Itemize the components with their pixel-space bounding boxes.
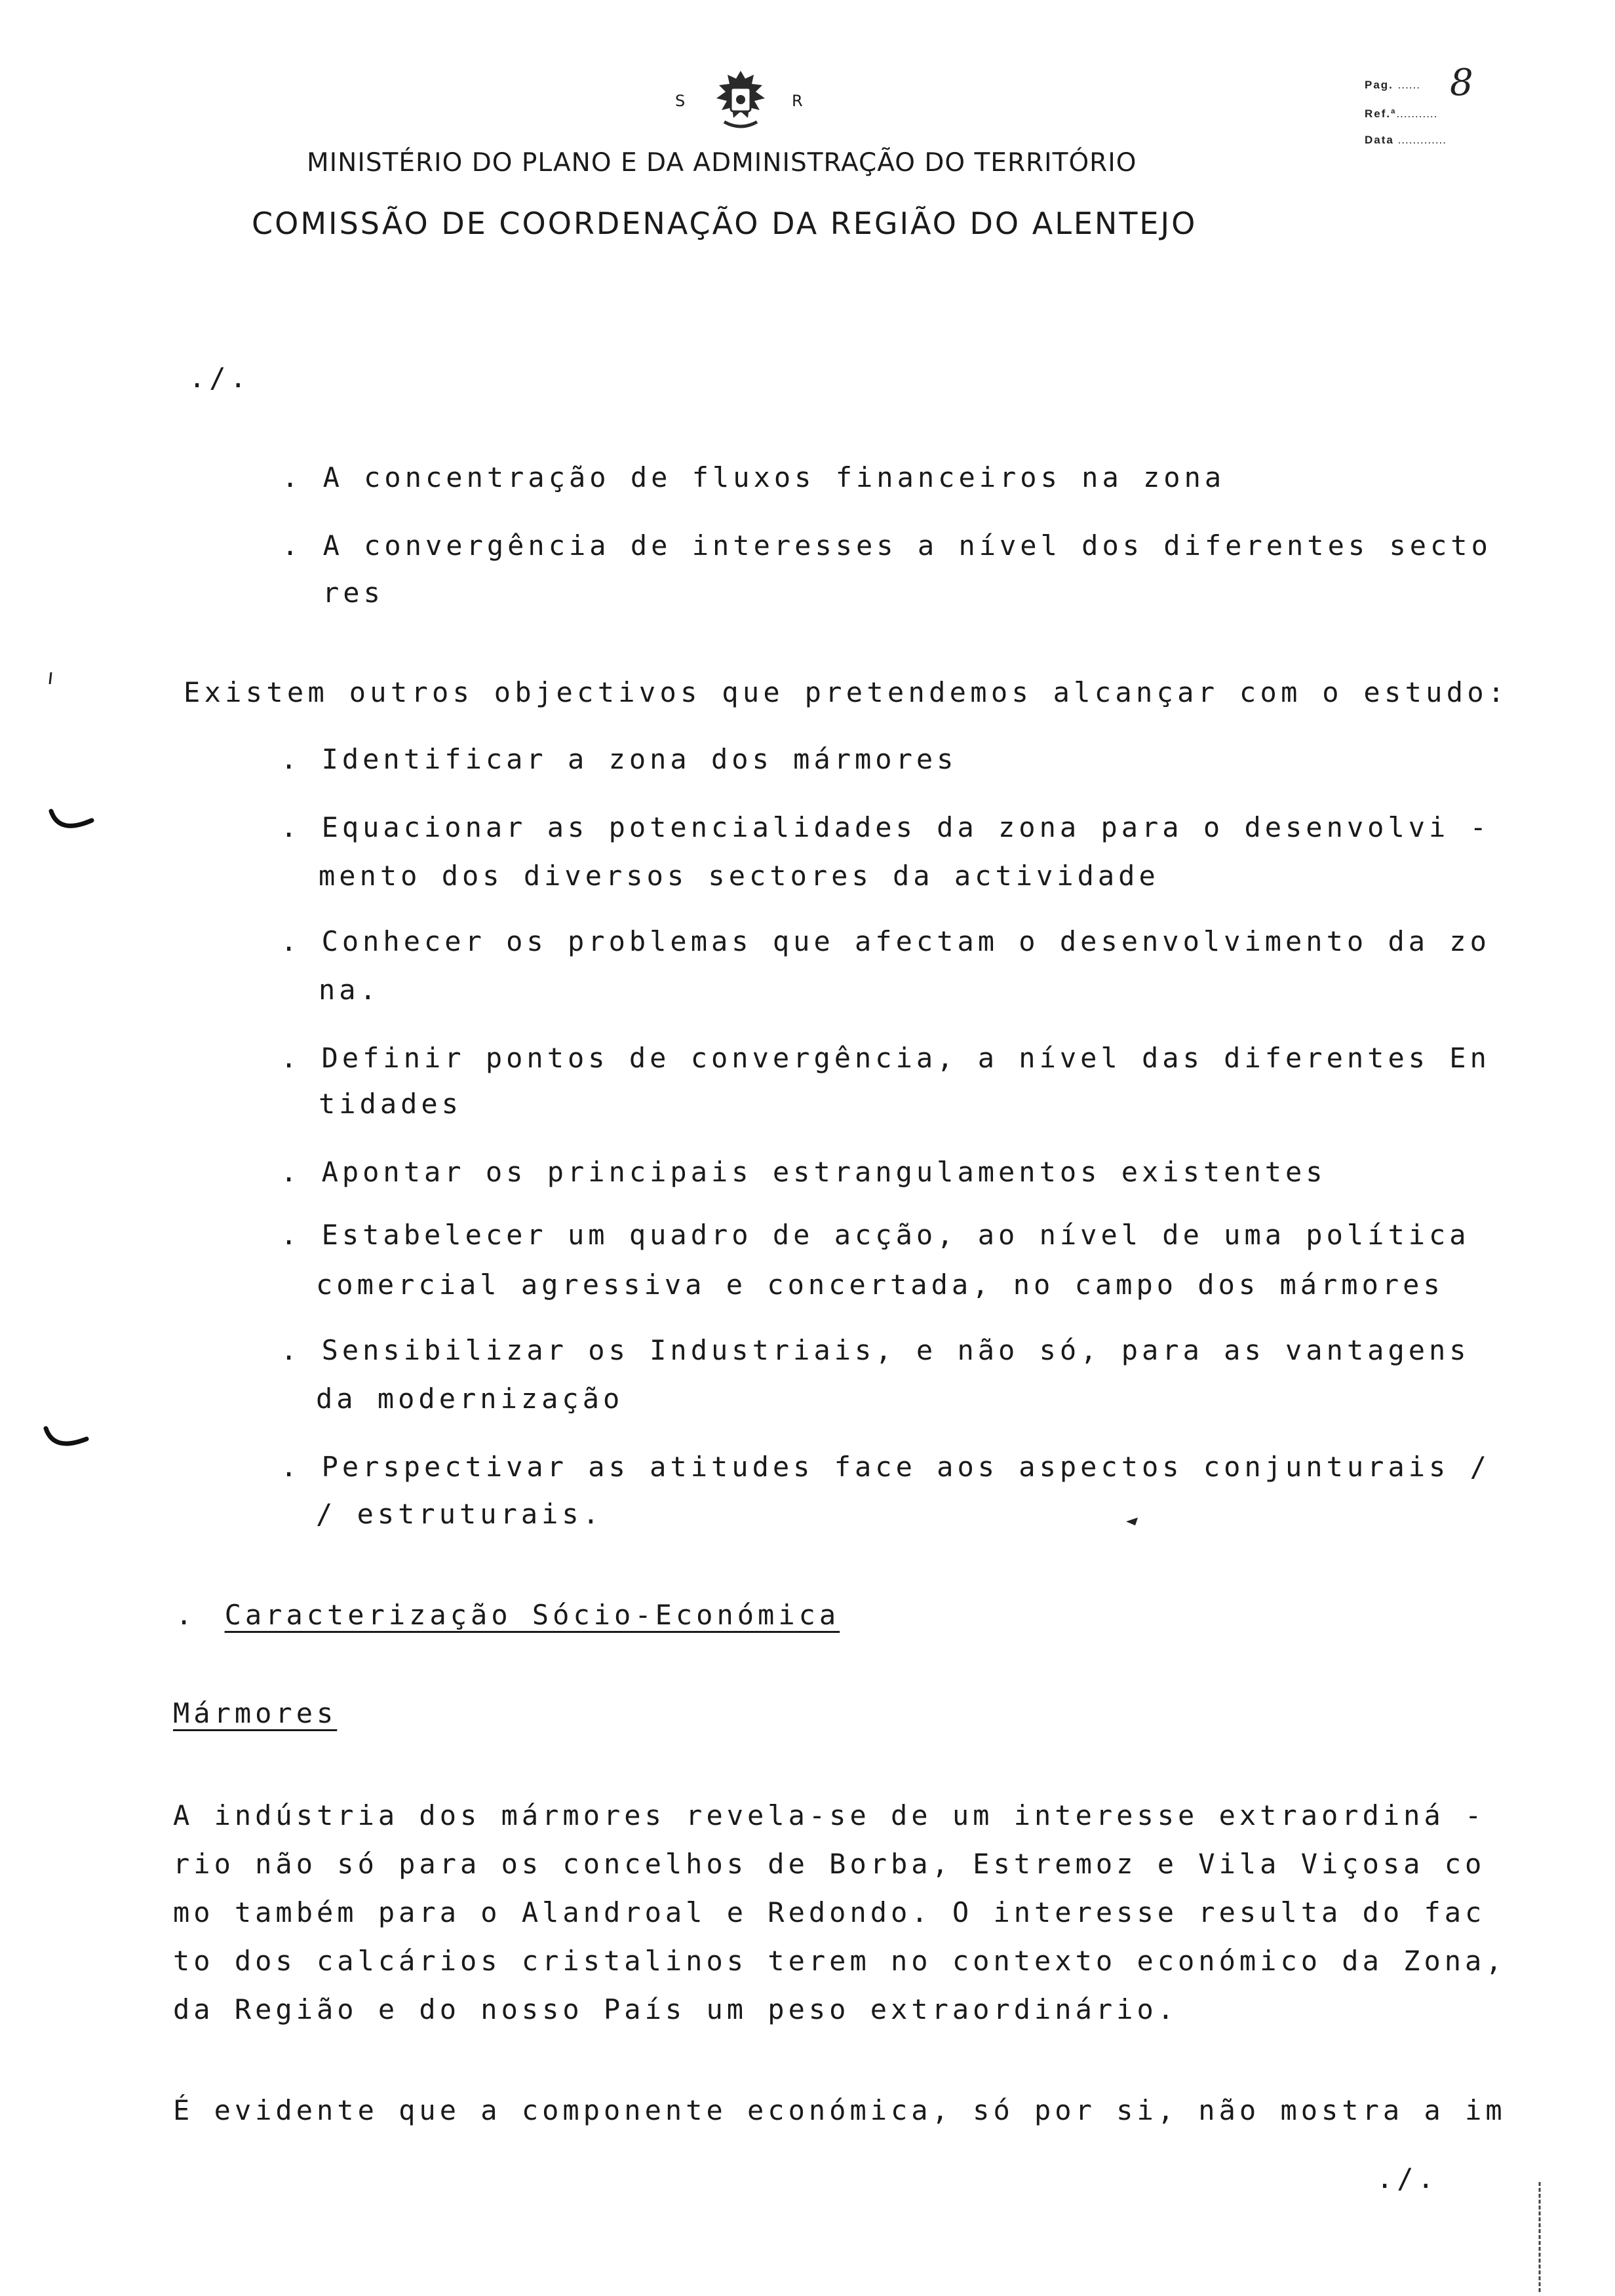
objective-item: . Identificar a zona dos mármores	[281, 743, 958, 775]
continuation-marker-top: ./.	[189, 362, 250, 394]
page-number-line: Pag. ...... 8	[1365, 62, 1475, 104]
objectives-intro: Existem outros objectivos que pretendemos alcançar com o estudo:	[184, 676, 1509, 708]
page-edge-line	[1536, 2182, 1543, 2293]
stray-mark-icon	[1125, 1515, 1140, 1528]
page-label: Pag.	[1365, 79, 1393, 91]
emblem-right-letter: R	[792, 92, 803, 110]
bullet-line: . A convergência de interesses a nível dos diferentes secto	[282, 529, 1492, 562]
objective-continuation: da modernização	[316, 1383, 624, 1415]
date-label: Data	[1365, 134, 1394, 146]
reference-line: Ref.ª...........	[1365, 107, 1438, 120]
objective-item: . Perspectivar as atitudes face aos aspectos conjunturais /	[281, 1451, 1490, 1483]
section-title: Caracterização Sócio-Económica	[224, 1599, 840, 1631]
margin-tick-icon	[47, 671, 55, 687]
objective-continuation: na.	[319, 974, 380, 1006]
section-subtitle: Mármores	[173, 1697, 338, 1729]
paragraph-line: A indústria dos mármores revela-se de um interesse extraordiná -	[173, 1799, 1486, 1831]
objective-item: . Conhecer os problemas que afectam o desenvolvimento da zo	[281, 925, 1490, 957]
objective-continuation: mento dos diversos sectores da actividade	[319, 860, 1159, 892]
section-heading	[176, 1599, 840, 1631]
objective-item: . Apontar os principais estrangulamentos existentes	[281, 1156, 1327, 1188]
continuation-marker-bottom: ./.	[1376, 2162, 1438, 2194]
bullet-continuation: res	[322, 577, 384, 609]
ministry-heading: MINISTÉRIO DO PLANO E DA ADMINISTRAÇÃO DO TERRITÓRIO	[307, 148, 1137, 178]
paragraph-line: mo também para o Alandroal e Redondo. O interesse resulta do fac	[173, 1896, 1486, 1928]
objective-item: . Definir pontos de convergência, a nível das diferentes En	[281, 1042, 1490, 1074]
commission-heading: COMISSÃO DE COORDENAÇÃO DA REGIÃO DO ALENTEJO	[252, 206, 1197, 241]
paragraph-line: É evidente que a componente económica, só por si, não mostra a im	[173, 2094, 1506, 2126]
page-ref-block	[1365, 62, 1522, 160]
paragraph-line: da Região e do nosso País um peso extraordinário.	[173, 1993, 1178, 2025]
paragraph-line: rio não só para os concelhos de Borba, Estremoz e Vila Viçosa co	[173, 1848, 1486, 1880]
objective-item: . Equacionar as potencialidades da zona para o desenvolvi -	[281, 811, 1490, 843]
date-line: Data .............	[1365, 134, 1447, 146]
objective-item: . Sensibilizar os Industriais, e não só, para as vantagens	[281, 1334, 1470, 1366]
section-bullet: .	[176, 1599, 197, 1631]
margin-mark-icon	[39, 1423, 92, 1456]
page-number: 8	[1450, 62, 1475, 104]
paragraph-line: to dos calcários cristalinos terem no contexto económico da Zona,	[173, 1945, 1506, 1977]
bullet-line: . A concentração de fluxos financeiros na zona	[282, 461, 1226, 493]
objective-continuation: comercial agressiva e concertada, no campo dos mármores	[316, 1269, 1444, 1301]
objective-continuation: / estruturais.	[316, 1498, 604, 1530]
header-emblem	[675, 66, 806, 138]
coat-of-arms-icon	[705, 66, 777, 138]
margin-mark-icon	[46, 806, 98, 839]
emblem-left-letter: S	[675, 92, 686, 110]
objective-item: . Estabelecer um quadro de acção, ao nível de uma política	[281, 1219, 1470, 1251]
reference-label: Ref.ª	[1365, 107, 1397, 120]
objective-continuation: tidades	[319, 1088, 463, 1120]
